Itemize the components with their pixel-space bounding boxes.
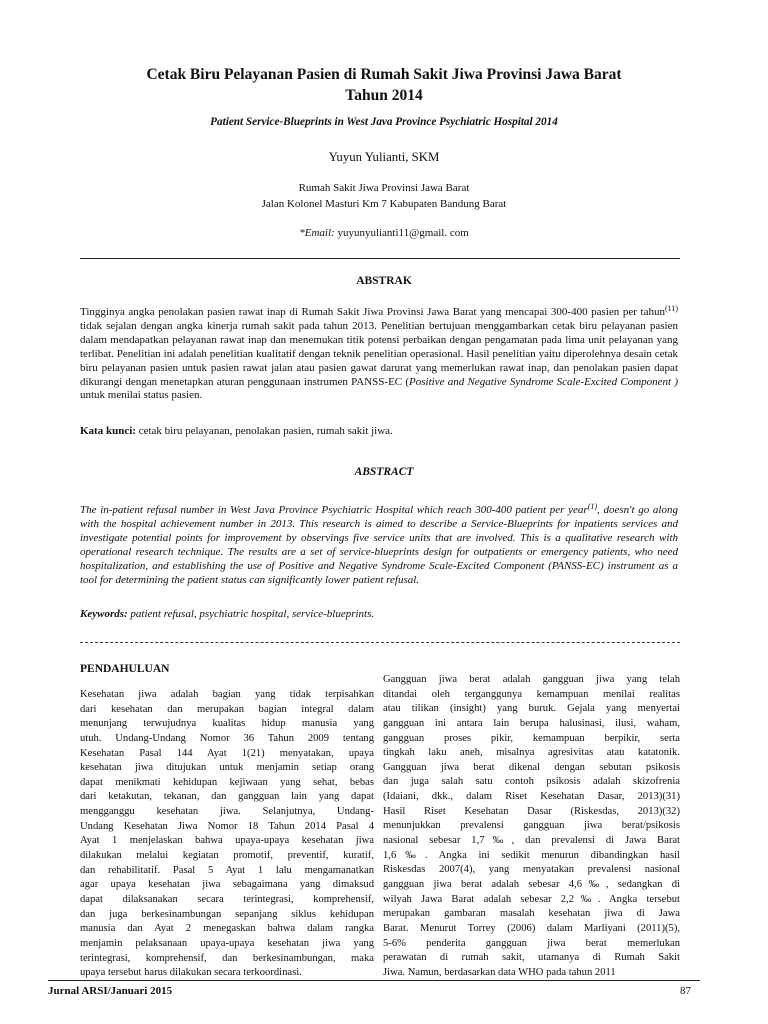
- body-text-line: 5-6% penderita gangguan jiwa berat memerlukan: [383, 937, 680, 949]
- body-text-line: dari ketakutan, tekanan, dan gangguan lain yang dapat: [80, 791, 374, 803]
- abstract-body: The in-patient refusal number in West Java Province Psychiatric Hospital which reach 300-400 patient per year$^{(1)}$, doesn't go along with the hospital achievement number in 2013. This research is aimed to describe a Service-Blueprints for inpatients services and investigate potential points for improvement by observings five service units that are involved. This is a qualitative research with operational research technique. The results are a set of service-blueprints design for outpatients or emergency patients, who need hospitalization, and establishing the use of Positive and Negative Syndrome Scale-Excited Component (PANSS-EC) instrument as a tool for determining the patient status can significantly lower patient refusal.: [80, 502, 678, 586]
- body-text-line: menunjang terwujudnya kualitas hidup manusia yang: [80, 718, 374, 730]
- body-text-line: agar upaya kesehatan jiwa sebagaimana yang dimaksud: [80, 879, 374, 891]
- keywords-text: cetak biru pelayanan, penolakan pasien, rumah sakit jiwa.: [135, 425, 393, 437]
- abstract-heading: ABSTRACT: [354, 466, 414, 478]
- body-text-line: Gangguan jiwa berat adalah gangguan jiwa yang telah: [383, 674, 680, 685]
- keywords-label: Kata kunci:: [80, 425, 136, 437]
- page-number: 87: [680, 985, 691, 997]
- body-text-line: Gangguan jiwa berat dikenal dengan sebutan psikosis: [383, 761, 680, 773]
- body-text-line: atau tilikan (insight) yang buruk. Gejala yang menyertai: [383, 703, 680, 715]
- right-column: [383, 673, 680, 980]
- body-text-line: (Idaiani, dkk., dalam Riset Kesehatan Dasar, 2013)(31): [383, 791, 680, 803]
- body-text-line: manusia dan Ayat 2 menegaskan bahwa dalam rangka: [80, 923, 374, 935]
- keywords-text: patient refusal, psychiatric hospital, service-blueprints.: [127, 608, 375, 620]
- body-text-line: tingkah laku aneh, misalnya agresivitas atau katatonik.: [383, 747, 680, 759]
- body-text-line: upaya tersebut harus dilakukan secara terkoordinasi.: [80, 967, 302, 979]
- reference-marker: (11): [664, 304, 678, 313]
- body-text-line: gangguan proses pikir, kemampuan berpikir, serta: [383, 732, 680, 744]
- body-text-line: kesehatan jiwa ditujukan untuk menjamin setiap orang: [80, 762, 374, 774]
- body-text-line: dan juga salah satu contoh psikosis adalah skizofrenia: [383, 776, 680, 788]
- body-text-line: menjamin pelaksanaan upaya-upaya kesehatan jiwa yang: [80, 937, 374, 949]
- header-divider: [80, 258, 680, 259]
- abstrak-heading: ABSTRAK: [356, 275, 412, 287]
- body-text-line: ditandai oleh terganggunya kemampuan menilai realitas: [383, 688, 680, 700]
- body-text-line: 1,6‰. Angka ini sedikit menurun dibandingkan hasil: [383, 849, 680, 861]
- title-line-2: Tahun 2014: [345, 87, 423, 104]
- footer-divider: [48, 980, 700, 981]
- body-text-line: Riskesdas 2007(4), yang menyatakan prevalensi nasional: [383, 864, 680, 876]
- affiliation: [60, 181, 708, 212]
- body-text-line: dapat dilaksanakan secara terintegrasi, komprehensif,: [80, 893, 374, 905]
- email-value: yuyunyulianti11@gmail. com: [334, 227, 469, 239]
- body-text-line: menunjukkan prevalensi gangguan jiwa berat/psikosis: [383, 820, 680, 832]
- keywords-label: Keywords:: [80, 608, 128, 620]
- body-text-line: Barat. Menurut Torrey (2006) dalam Marliyani (2011)(5),: [383, 922, 680, 934]
- author-name: Yuyun Yulianti, SKM: [328, 150, 440, 164]
- body-text-line: wilyah Jawa Barat adalah sebesar 2,2‰. Angka tersebut: [383, 893, 680, 905]
- body-text-line: Kesehatan jiwa adalah bagian yang tidak terpisahkan: [80, 689, 374, 700]
- body-text-line: Jiwa. Namun, berdasarkan data WHO pada tahun 2011: [383, 966, 616, 978]
- reference-marker: (1): [587, 502, 598, 511]
- body-text-line: dari kesehatan dan merupakan bagian integral dalam: [80, 703, 374, 715]
- journal-footer: Jurnal ARSI/Januari 2015: [48, 985, 173, 997]
- body-text-line: dan rehabilitatif. Pasal 5 Ayat 1 lalu mengamanatkan: [80, 864, 374, 876]
- pendahuluan-heading: PENDAHULUAN: [80, 663, 170, 675]
- body-text-line: Ayat 1 menjelaskan bahwa upaya-upaya kesehatan jiwa: [80, 835, 374, 847]
- section-divider: [80, 642, 680, 643]
- body-text-line: Hasil Riset Kesehatan Dasar (Riskesdas, 2013)(32): [383, 805, 680, 817]
- body-text-line: dapat menikmati kehidupan kejiwaan yang sehat, bebas: [80, 776, 374, 788]
- body-text-line: Undang Kesehatan Jiwa Nomor 18 Tahun 2014 Pasal 4: [80, 820, 374, 832]
- body-text-line: nasional sebesar 1,7‰, dan prevalensi di Jawa Barat: [383, 835, 680, 847]
- paper-title: [60, 64, 708, 106]
- title-line-1: Cetak Biru Pelayanan Pasien di Rumah Sakit Jiwa Provinsi Jawa Barat: [146, 66, 622, 83]
- english-subtitle: Patient Service-Blueprints in West Java Province Psychiatric Hospital 2014: [210, 116, 558, 128]
- body-text-line: perawatan di rumah sakit, utamanya di Rumah Sakit: [383, 952, 680, 964]
- affiliation-line-1: Rumah Sakit Jiwa Provinsi Jawa Barat: [298, 182, 470, 194]
- body-text-line: utuh. Undang-Undang Nomor 36 Tahun 2009 tentang: [80, 732, 374, 744]
- affiliation-line-2: Jalan Kolonel Masturi Km 7 Kabupaten Bandung Barat: [261, 197, 507, 210]
- author-email: [60, 227, 708, 239]
- body-text-line: gangguan ini antara lain berupa halusinasi, ilusi, waham,: [383, 717, 680, 729]
- email-label: *Email:: [299, 227, 335, 239]
- left-column: [80, 688, 374, 981]
- body-text-line: terintegrasi, komprehensif, dan berkesinambungan, maka: [80, 952, 374, 964]
- body-text-line: dilakukan melalui kegiatan promotif, preventif, kuratif,: [80, 850, 374, 862]
- abstrak-body: Tingginya angka penolakan pasien rawat inap di Rumah Sakit Jiwa Provinsi Jawa Barat yang mencapai 300-400 pasien per tahun$^{(11)}$ tidak sejalan dengan angka kinerja rumah sakit pada tahun 2013. Penelitian bertujuan menggambarkan cetak biru pelayanan pasien dalam mendapatkan pelayanan rawat inap dan menemukan titik potensi perbaikan dengan pengamatan pada lima unit pelayanan yang terlibat. Penelitian ini adalah penelitian kualitatif dengan teknik penelitian operasional. Hasil penelitian yaitu diperolehnya desain cetak biru pelayanan pasien untuk pasien rawat jalan atau pasien gawat darurat yang memerlukan rawat inap, dan penolakan pasien dapat dikurangi dengan menetapkan aturan penggunaan instrumen PANSS-EC (Positive and Negative Syndrome Scale-Excited Component ) untuk menilai status pasien.: [80, 304, 678, 402]
- body-text-line: mengganggu kesehatan jiwa. Selanjutnya, Undang-: [80, 806, 374, 818]
- body-text-line: Kesehatan Pasal 144 Ayat 1(21) menyatakan, upaya: [80, 747, 374, 759]
- body-text-line: gangguan jiwa berat adalah sebesar 4,6‰, sedangkan di: [383, 878, 680, 890]
- body-text-line: dan juga berkesinambungan sepanjang siklus kehidupan: [80, 908, 374, 920]
- body-text-line: merupakan gambaran masalah kesehatan jiwa di Jawa: [383, 908, 680, 920]
- abstract-keywords: [80, 608, 678, 622]
- abstrak-keywords: [80, 425, 678, 439]
